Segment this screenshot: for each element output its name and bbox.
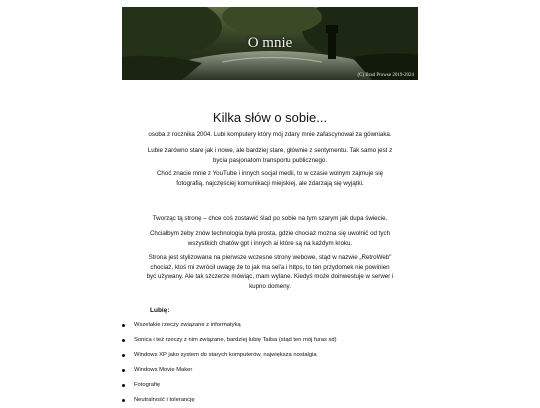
list-item-label: Windows Movie Maker	[134, 367, 193, 373]
page-heading: Kilka słów o sobie...	[212, 110, 328, 125]
list-item	[122, 378, 337, 393]
likes-heading: Lubię:	[150, 307, 170, 314]
list-item	[122, 333, 337, 348]
purpose-paragraph: Tworząc tą stronę – chce coś zostawić ślad po sobie na tym szarym jak dupa świecie.	[152, 215, 388, 222]
list-item-label: Neutralność i tolerancję	[134, 397, 195, 403]
header-banner-image	[122, 7, 418, 80]
list-item-label: Windows XP jako system do starych komputerów, największa nostalgia	[134, 352, 317, 358]
bullet-icon	[122, 354, 125, 357]
bullet-icon	[122, 384, 125, 387]
site-style-paragraph: Strona jest stylizowana na pierwsze wczesne strony webowe, stąd w nazwie „RetroWeb" chociaż, ktoś mi zwrócił uwagę że to jak ma sel'a i https, to ten przydomek nie powinien być używany. Ale tak szczerze mówiąc, mam wylane. Kiedyś może doinwestuje w serwer i kupno domeny.	[146, 254, 394, 290]
list-item-label: Fotografię	[134, 382, 161, 388]
bullet-icon	[122, 369, 125, 372]
bullet-icon	[122, 399, 125, 402]
bullet-icon	[122, 324, 125, 327]
list-item	[122, 348, 337, 363]
list-item-label: Wszelakie rzeczy związane z informatyką	[134, 322, 241, 328]
banner-copyright: (C) Brad Prowse 2019-2024	[357, 73, 414, 78]
bullet-icon	[122, 339, 125, 342]
banner-title: O mnie	[247, 35, 293, 51]
tech-paragraph: Chciałbym żeby znów technologia była prosta, gdzie chociaż można się uwolnić od tych wszystkich chatów gpt i innych ai które są na każdym kroku.	[149, 230, 391, 247]
hobby-paragraph: Choć znacie mnie z YouTube i innych socjal medii, to w czasie wolnym zajmuje się fotografią, najczęściej komunikacji miejskiej, ale zdarzają się wyjątki.	[156, 170, 384, 187]
interests-paragraph: Lubie zarówno stare jak i nowe, ale bardziej stare, głównie z sentymentu. Tak samo jest z bycia pasjonatom transportu publicznego.	[147, 147, 393, 164]
list-item	[122, 363, 337, 378]
intro-paragraph: osoba z rocznika 2004. Lubi komputery który mój zdary mnie zafascynował za gówniaka.	[148, 131, 392, 138]
list-item	[122, 393, 337, 408]
list-item	[122, 318, 337, 333]
likes-list	[122, 318, 337, 408]
list-item-label: Sonica i też rzeczy z nim związane, bardziej lubię Tailsa (stąd ten mój furas xd)	[134, 337, 337, 343]
